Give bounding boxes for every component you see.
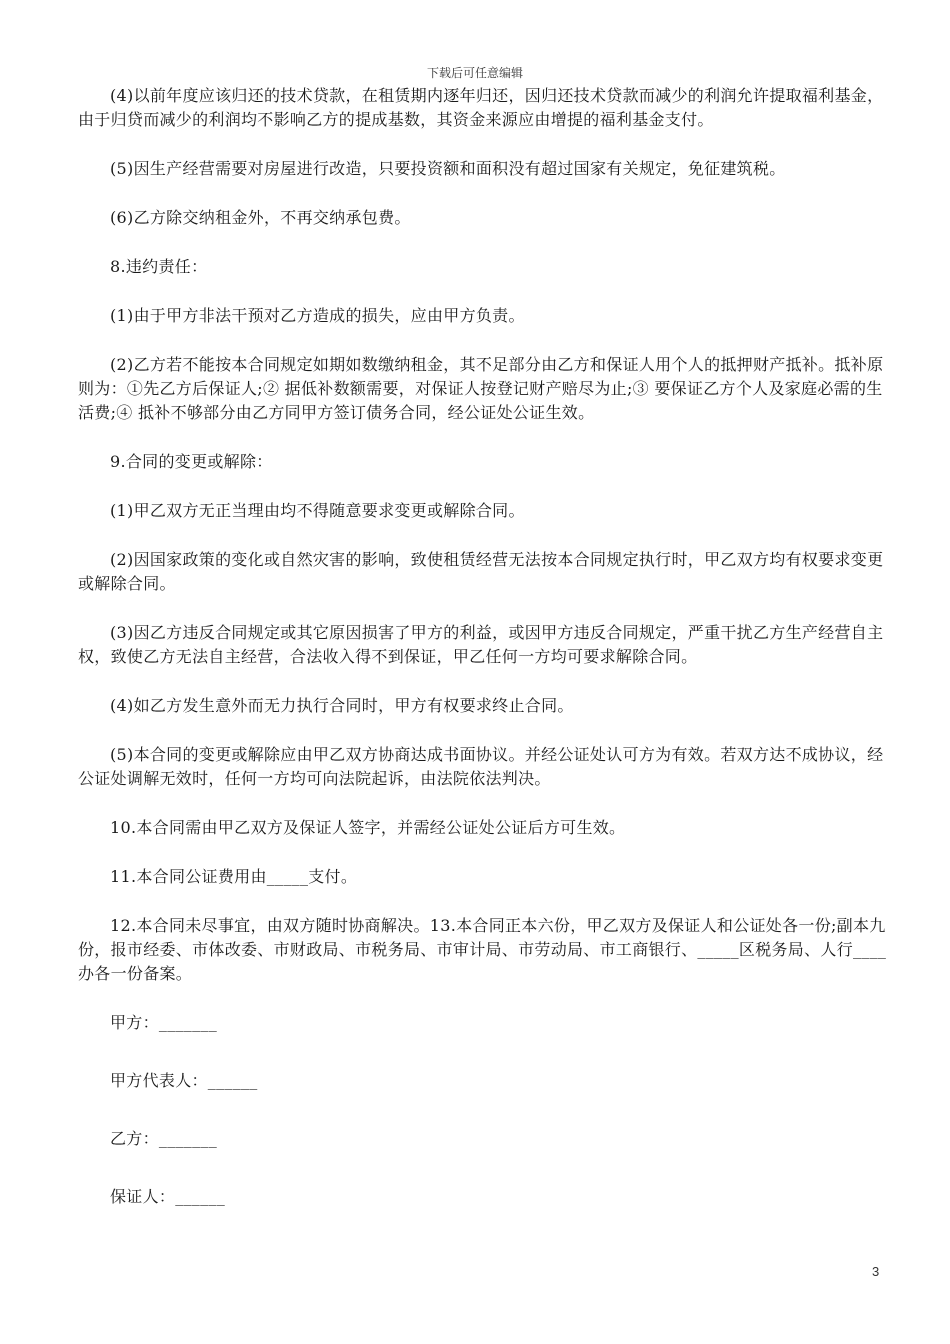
signature-party-a-representative: 甲方代表人：______ <box>110 1071 258 1090</box>
signature-party-a: 甲方：_______ <box>110 1013 217 1032</box>
clause-7-6: (6)乙方除交纳租金外，不再交纳承包费。 <box>110 208 411 227</box>
document-body <box>78 84 898 1243</box>
page-header-note: 下载后可任意编辑 <box>426 66 523 80</box>
signature-guarantor: 保证人：______ <box>110 1187 225 1206</box>
clause-9-3: (3)因乙方违反合同规定或其它原因损害了甲方的利益，或因甲方违反合同规定，严重干扰乙方生产经营自主权，致使乙方无法自主经营，合法收入得不到保证，甲乙任何一方均可要求解除合同。 <box>78 623 884 666</box>
clause-12-13: 12.本合同未尽事宜，由双方随时协商解决。13.本合同正本六份，甲乙双方及保证人和公证处各一份;副本九份，报市经委、市体改委、市财政局、市税务局、市审计局、市劳动局、市工商银行、_____区税务局、人行____办各一份备案。 <box>78 916 887 983</box>
signature-party-b: 乙方：_______ <box>110 1129 217 1148</box>
section-9-heading: 9.合同的变更或解除： <box>110 452 273 471</box>
section-8-heading: 8.违约责任： <box>110 257 208 276</box>
clause-8-2: (2)乙方若不能按本合同规定如期如数缴纳租金，其不足部分由乙方和保证人用个人的抵押财产抵补。抵补原则为：①先乙方后保证人;② 据低补数额需要，对保证人按登记财产赔尽为止;③ 要保证乙方个人及家庭必需的生活费;④ 抵补不够部分由乙方同甲方签订债务合同，经公证处公证生效。 <box>78 355 884 422</box>
clause-10: 10.本合同需由甲乙双方及保证人签字，并需经公证处公证后方可生效。 <box>110 818 626 837</box>
page-number: 3 <box>872 1264 880 1279</box>
clause-9-1: (1)甲乙双方无正当理由均不得随意要求变更或解除合同。 <box>110 501 525 520</box>
clause-9-2: (2)因国家政策的变化或自然灾害的影响，致使租赁经营无法按本合同规定执行时，甲乙双方均有权要求变更或解除合同。 <box>78 550 884 593</box>
clause-11: 11.本合同公证费用由_____支付。 <box>110 867 358 886</box>
clause-9-5: (5)本合同的变更或解除应由甲乙双方协商达成书面协议。并经公证处认可方为有效。若双方达不成协议，经公证处调解无效时，任何一方均可向法院起诉，由法院依法判决。 <box>78 745 884 788</box>
clause-9-4: (4)如乙方发生意外而无力执行合同时，甲方有权要求终止合同。 <box>110 696 574 715</box>
clause-7-5: (5)因生产经营需要对房屋进行改造，只要投资额和面积没有超过国家有关规定，免征建筑税。 <box>110 159 786 178</box>
clause-8-1: (1)由于甲方非法干预对乙方造成的损失，应由甲方负责。 <box>110 306 525 325</box>
clause-7-4: (4)以前年度应该归还的技术贷款，在租赁期内逐年归还，因归还技术贷款而减少的利润允许提取福利基金，由于归贷而减少的利润均不影响乙方的提成基数，其资金来源应由增提的福利基金支付。 <box>78 86 884 129</box>
